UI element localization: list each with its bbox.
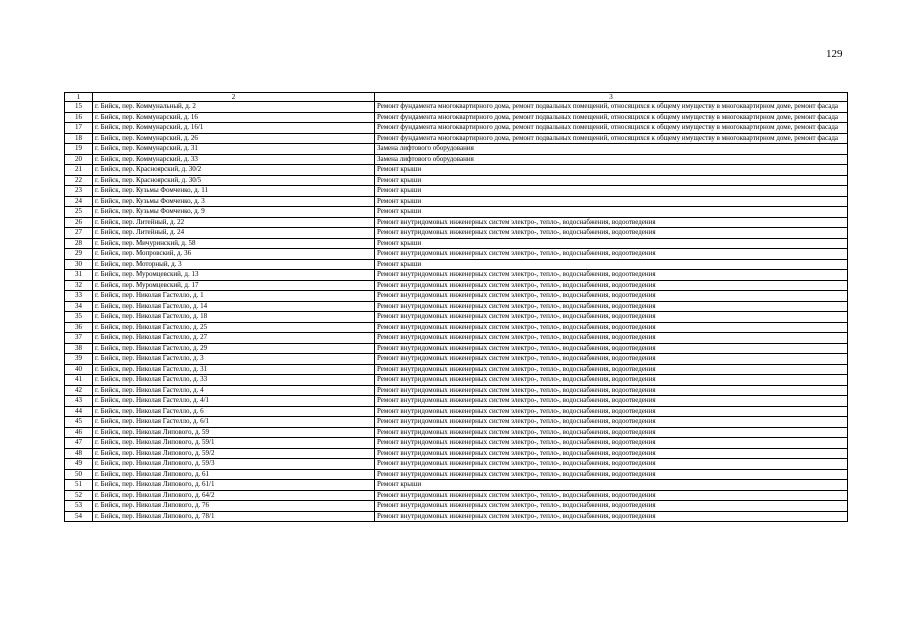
row-number-cell: 28 <box>65 238 93 249</box>
table-row <box>65 102 848 113</box>
work-type-cell: Ремонт крыши <box>375 165 848 176</box>
work-type-cell: Ремонт внутридомовых инженерных систем электро-, тепло-, водоснабжения, водоотведения <box>375 511 848 522</box>
address-cell: г. Бийск, пер. Николая Гастелло, д. 31 <box>93 364 375 375</box>
work-type-cell: Ремонт фундамента многоквартирного дома, ремонт подвальных помещений, относящихся к общему имуществу в многоквартирном доме, ремонт фасада <box>375 123 848 134</box>
work-type-cell: Ремонт внутридомовых инженерных систем электро-, тепло-, водоснабжения, водоотведения <box>375 427 848 438</box>
table-row <box>65 438 848 449</box>
work-type-cell: Ремонт крыши <box>375 186 848 197</box>
table-row <box>65 165 848 176</box>
row-number-cell: 21 <box>65 165 93 176</box>
table-row <box>65 343 848 354</box>
row-number-cell: 17 <box>65 123 93 134</box>
column-header-address: 2 <box>93 93 375 102</box>
work-type-cell: Ремонт внутридомовых инженерных систем электро-, тепло-, водоснабжения, водоотведения <box>375 270 848 281</box>
address-cell: г. Бийск, пер. Муромцевский, д. 17 <box>93 280 375 291</box>
address-cell: г. Бийск, пер. Николая Липового, д. 61 <box>93 469 375 480</box>
table-row <box>65 364 848 375</box>
address-cell: г. Бийск, пер. Николая Гастелло, д. 14 <box>93 301 375 312</box>
table-row <box>65 448 848 459</box>
table-row <box>65 144 848 155</box>
table-row <box>65 385 848 396</box>
work-type-cell: Ремонт внутридомовых инженерных систем электро-, тепло-, водоснабжения, водоотведения <box>375 417 848 428</box>
work-type-cell: Ремонт фундамента многоквартирного дома, ремонт подвальных помещений, относящихся к общему имуществу в многоквартирном доме, ремонт фасада <box>375 102 848 113</box>
address-cell: г. Бийск, пер. Коммунарский, д. 31 <box>93 144 375 155</box>
work-type-cell: Ремонт внутридомовых инженерных систем электро-, тепло-, водоснабжения, водоотведения <box>375 249 848 260</box>
work-type-cell: Ремонт внутридомовых инженерных систем электро-, тепло-, водоснабжения, водоотведения <box>375 501 848 512</box>
table-row <box>65 217 848 228</box>
work-type-cell: Ремонт внутридомовых инженерных систем электро-, тепло-, водоснабжения, водоотведения <box>375 385 848 396</box>
table-row <box>65 238 848 249</box>
address-cell: г. Бийск, пер. Коммунарский, д. 33 <box>93 154 375 165</box>
address-cell: г. Бийск, пер. Николая Гастелло, д. 29 <box>93 343 375 354</box>
table-row <box>65 186 848 197</box>
table-row <box>65 480 848 491</box>
page-number: 129 <box>826 48 843 60</box>
address-cell: г. Бийск, пер. Николая Липового, д. 59/1 <box>93 438 375 449</box>
address-cell: г. Бийск, пер. Коммунарский, д. 16 <box>93 112 375 123</box>
row-number-cell: 33 <box>65 291 93 302</box>
address-cell: г. Бийск, пер. Николая Гастелло, д. 1 <box>93 291 375 302</box>
row-number-cell: 50 <box>65 469 93 480</box>
work-type-cell: Ремонт крыши <box>375 480 848 491</box>
work-type-cell: Ремонт фундамента многоквартирного дома, ремонт подвальных помещений, относящихся к общему имуществу в многоквартирном доме, ремонт фасада <box>375 133 848 144</box>
work-type-cell: Ремонт внутридомовых инженерных систем электро-, тепло-, водоснабжения, водоотведения <box>375 312 848 323</box>
table-header <box>65 93 848 102</box>
address-cell: г. Бийск, пер. Николая Гастелло, д. 33 <box>93 375 375 386</box>
address-cell: г. Бийск, пер. Мичуринский, д. 58 <box>93 238 375 249</box>
work-type-cell: Ремонт крыши <box>375 259 848 270</box>
address-cell: г. Бийск, пер. Мопровский, д. 36 <box>93 249 375 260</box>
address-cell: г. Бийск, пер. Николая Гастелло, д. 4 <box>93 385 375 396</box>
work-type-cell: Ремонт крыши <box>375 175 848 186</box>
work-type-cell: Ремонт внутридомовых инженерных систем электро-, тепло-, водоснабжения, водоотведения <box>375 364 848 375</box>
row-number-cell: 23 <box>65 186 93 197</box>
work-type-cell: Ремонт внутридомовых инженерных систем электро-, тепло-, водоснабжения, водоотведения <box>375 291 848 302</box>
address-cell: г. Бийск, пер. Николая Гастелло, д. 6 <box>93 406 375 417</box>
table-row <box>65 291 848 302</box>
row-number-cell: 38 <box>65 343 93 354</box>
table-row <box>65 396 848 407</box>
table-row <box>65 322 848 333</box>
table-row <box>65 154 848 165</box>
work-type-cell: Ремонт внутридомовых инженерных систем электро-, тепло-, водоснабжения, водоотведения <box>375 375 848 386</box>
address-cell: г. Бийск, пер. Моторный, д. 3 <box>93 259 375 270</box>
row-number-cell: 40 <box>65 364 93 375</box>
table-row <box>65 469 848 480</box>
row-number-cell: 49 <box>65 459 93 470</box>
table-row <box>65 406 848 417</box>
address-cell: г. Бийск, пер. Муромцевский, д. 13 <box>93 270 375 281</box>
work-type-cell: Замена лифтового оборудования <box>375 154 848 165</box>
address-cell: г. Бийск, пер. Николая Гастелло, д. 25 <box>93 322 375 333</box>
address-cell: г. Бийск, пер. Коммунарский, д. 26 <box>93 133 375 144</box>
work-type-cell: Замена лифтового оборудования <box>375 144 848 155</box>
table-row <box>65 123 848 134</box>
row-number-cell: 42 <box>65 385 93 396</box>
table-row <box>65 333 848 344</box>
table-row <box>65 112 848 123</box>
work-type-cell: Ремонт крыши <box>375 238 848 249</box>
address-cell: г. Бийск, пер. Николая Гастелло, д. 18 <box>93 312 375 323</box>
table-row <box>65 270 848 281</box>
work-type-cell: Ремонт внутридомовых инженерных систем электро-, тепло-, водоснабжения, водоотведения <box>375 469 848 480</box>
address-cell: г. Бийск, пер. Николая Липового, д. 64/2 <box>93 490 375 501</box>
row-number-cell: 30 <box>65 259 93 270</box>
work-type-cell: Ремонт внутридомовых инженерных систем электро-, тепло-, водоснабжения, водоотведения <box>375 301 848 312</box>
address-cell: г. Бийск, пер. Николая Гастелло, д. 6/1 <box>93 417 375 428</box>
work-type-cell: Ремонт внутридомовых инженерных систем электро-, тепло-, водоснабжения, водоотведения <box>375 322 848 333</box>
table-row <box>65 133 848 144</box>
table-body <box>65 102 848 522</box>
address-cell: г. Бийск, пер. Николая Липового, д. 59/2 <box>93 448 375 459</box>
work-type-cell: Ремонт внутридомовых инженерных систем электро-, тепло-, водоснабжения, водоотведения <box>375 354 848 365</box>
row-number-cell: 43 <box>65 396 93 407</box>
address-cell: г. Бийск, пер. Николая Гастелло, д. 27 <box>93 333 375 344</box>
work-type-cell: Ремонт внутридомовых инженерных систем электро-, тепло-, водоснабжения, водоотведения <box>375 459 848 470</box>
table-row <box>65 175 848 186</box>
row-number-cell: 29 <box>65 249 93 260</box>
address-cell: г. Бийск, пер. Николая Липового, д. 59/3 <box>93 459 375 470</box>
row-number-cell: 41 <box>65 375 93 386</box>
table-row <box>65 501 848 512</box>
work-type-cell: Ремонт внутридомовых инженерных систем электро-, тепло-, водоснабжения, водоотведения <box>375 333 848 344</box>
table-row <box>65 207 848 218</box>
row-number-cell: 15 <box>65 102 93 113</box>
address-cell: г. Бийск, пер. Николая Липового, д. 61/1 <box>93 480 375 491</box>
address-cell: г. Бийск, пер. Коммунарский, д. 16/1 <box>93 123 375 134</box>
address-cell: г. Бийск, пер. Николая Гастелло, д. 4/1 <box>93 396 375 407</box>
address-cell: г. Бийск, пер. Кузьмы Фомченко, д. 3 <box>93 196 375 207</box>
row-number-cell: 39 <box>65 354 93 365</box>
row-number-cell: 18 <box>65 133 93 144</box>
row-number-cell: 52 <box>65 490 93 501</box>
address-cell: г. Бийск, пер. Красноярский, д. 30/2 <box>93 165 375 176</box>
table-row <box>65 459 848 470</box>
row-number-cell: 46 <box>65 427 93 438</box>
table-row <box>65 375 848 386</box>
table-row <box>65 280 848 291</box>
table-row <box>65 259 848 270</box>
work-type-cell: Ремонт внутридомовых инженерных систем электро-, тепло-, водоснабжения, водоотведения <box>375 438 848 449</box>
row-number-cell: 22 <box>65 175 93 186</box>
address-cell: г. Бийск, пер. Литейный, д. 24 <box>93 228 375 239</box>
table-row <box>65 511 848 522</box>
row-number-cell: 53 <box>65 501 93 512</box>
table-row <box>65 354 848 365</box>
row-number-cell: 26 <box>65 217 93 228</box>
row-number-cell: 54 <box>65 511 93 522</box>
row-number-cell: 48 <box>65 448 93 459</box>
row-number-cell: 35 <box>65 312 93 323</box>
address-cell: г. Бийск, пер. Кузьмы Фомченко, д. 9 <box>93 207 375 218</box>
work-type-cell: Ремонт внутридомовых инженерных систем электро-, тепло-, водоснабжения, водоотведения <box>375 396 848 407</box>
row-number-cell: 37 <box>65 333 93 344</box>
work-type-cell: Ремонт крыши <box>375 207 848 218</box>
row-number-cell: 16 <box>65 112 93 123</box>
table-row <box>65 228 848 239</box>
repair-registry-table <box>64 92 848 522</box>
address-cell: г. Бийск, пер. Красноярский, д. 30/5 <box>93 175 375 186</box>
work-type-cell: Ремонт крыши <box>375 196 848 207</box>
header-row <box>65 93 848 102</box>
column-header-number: 1 <box>65 93 93 102</box>
work-type-cell: Ремонт внутридомовых инженерных систем электро-, тепло-, водоснабжения, водоотведения <box>375 280 848 291</box>
row-number-cell: 45 <box>65 417 93 428</box>
work-type-cell: Ремонт фундамента многоквартирного дома, ремонт подвальных помещений, относящихся к общему имуществу в многоквартирном доме, ремонт фасада <box>375 112 848 123</box>
column-header-work: 3 <box>375 93 848 102</box>
address-cell: г. Бийск, пер. Коммунальный, д. 2 <box>93 102 375 113</box>
address-cell: г. Бийск, пер. Кузьмы Фомченко, д. 11 <box>93 186 375 197</box>
address-cell: г. Бийск, пер. Николая Липового, д. 78/1 <box>93 511 375 522</box>
work-type-cell: Ремонт внутридомовых инженерных систем электро-, тепло-, водоснабжения, водоотведения <box>375 448 848 459</box>
work-type-cell: Ремонт внутридомовых инженерных систем электро-, тепло-, водоснабжения, водоотведения <box>375 343 848 354</box>
row-number-cell: 27 <box>65 228 93 239</box>
work-type-cell: Ремонт внутридомовых инженерных систем электро-, тепло-, водоснабжения, водоотведения <box>375 217 848 228</box>
table-row <box>65 249 848 260</box>
row-number-cell: 31 <box>65 270 93 281</box>
address-cell: г. Бийск, пер. Николая Гастелло, д. 3 <box>93 354 375 365</box>
row-number-cell: 20 <box>65 154 93 165</box>
row-number-cell: 32 <box>65 280 93 291</box>
address-cell: г. Бийск, пер. Литейный, д. 22 <box>93 217 375 228</box>
table-row <box>65 196 848 207</box>
row-number-cell: 34 <box>65 301 93 312</box>
row-number-cell: 51 <box>65 480 93 491</box>
address-cell: г. Бийск, пер. Николая Липового, д. 59 <box>93 427 375 438</box>
row-number-cell: 25 <box>65 207 93 218</box>
row-number-cell: 19 <box>65 144 93 155</box>
row-number-cell: 44 <box>65 406 93 417</box>
row-number-cell: 36 <box>65 322 93 333</box>
table-row <box>65 301 848 312</box>
work-type-cell: Ремонт внутридомовых инженерных систем электро-, тепло-, водоснабжения, водоотведения <box>375 228 848 239</box>
table-row <box>65 312 848 323</box>
table-row <box>65 490 848 501</box>
work-type-cell: Ремонт внутридомовых инженерных систем электро-, тепло-, водоснабжения, водоотведения <box>375 406 848 417</box>
table-row <box>65 417 848 428</box>
table-row <box>65 427 848 438</box>
row-number-cell: 47 <box>65 438 93 449</box>
address-cell: г. Бийск, пер. Николая Липового, д. 76 <box>93 501 375 512</box>
work-type-cell: Ремонт внутридомовых инженерных систем электро-, тепло-, водоснабжения, водоотведения <box>375 490 848 501</box>
row-number-cell: 24 <box>65 196 93 207</box>
